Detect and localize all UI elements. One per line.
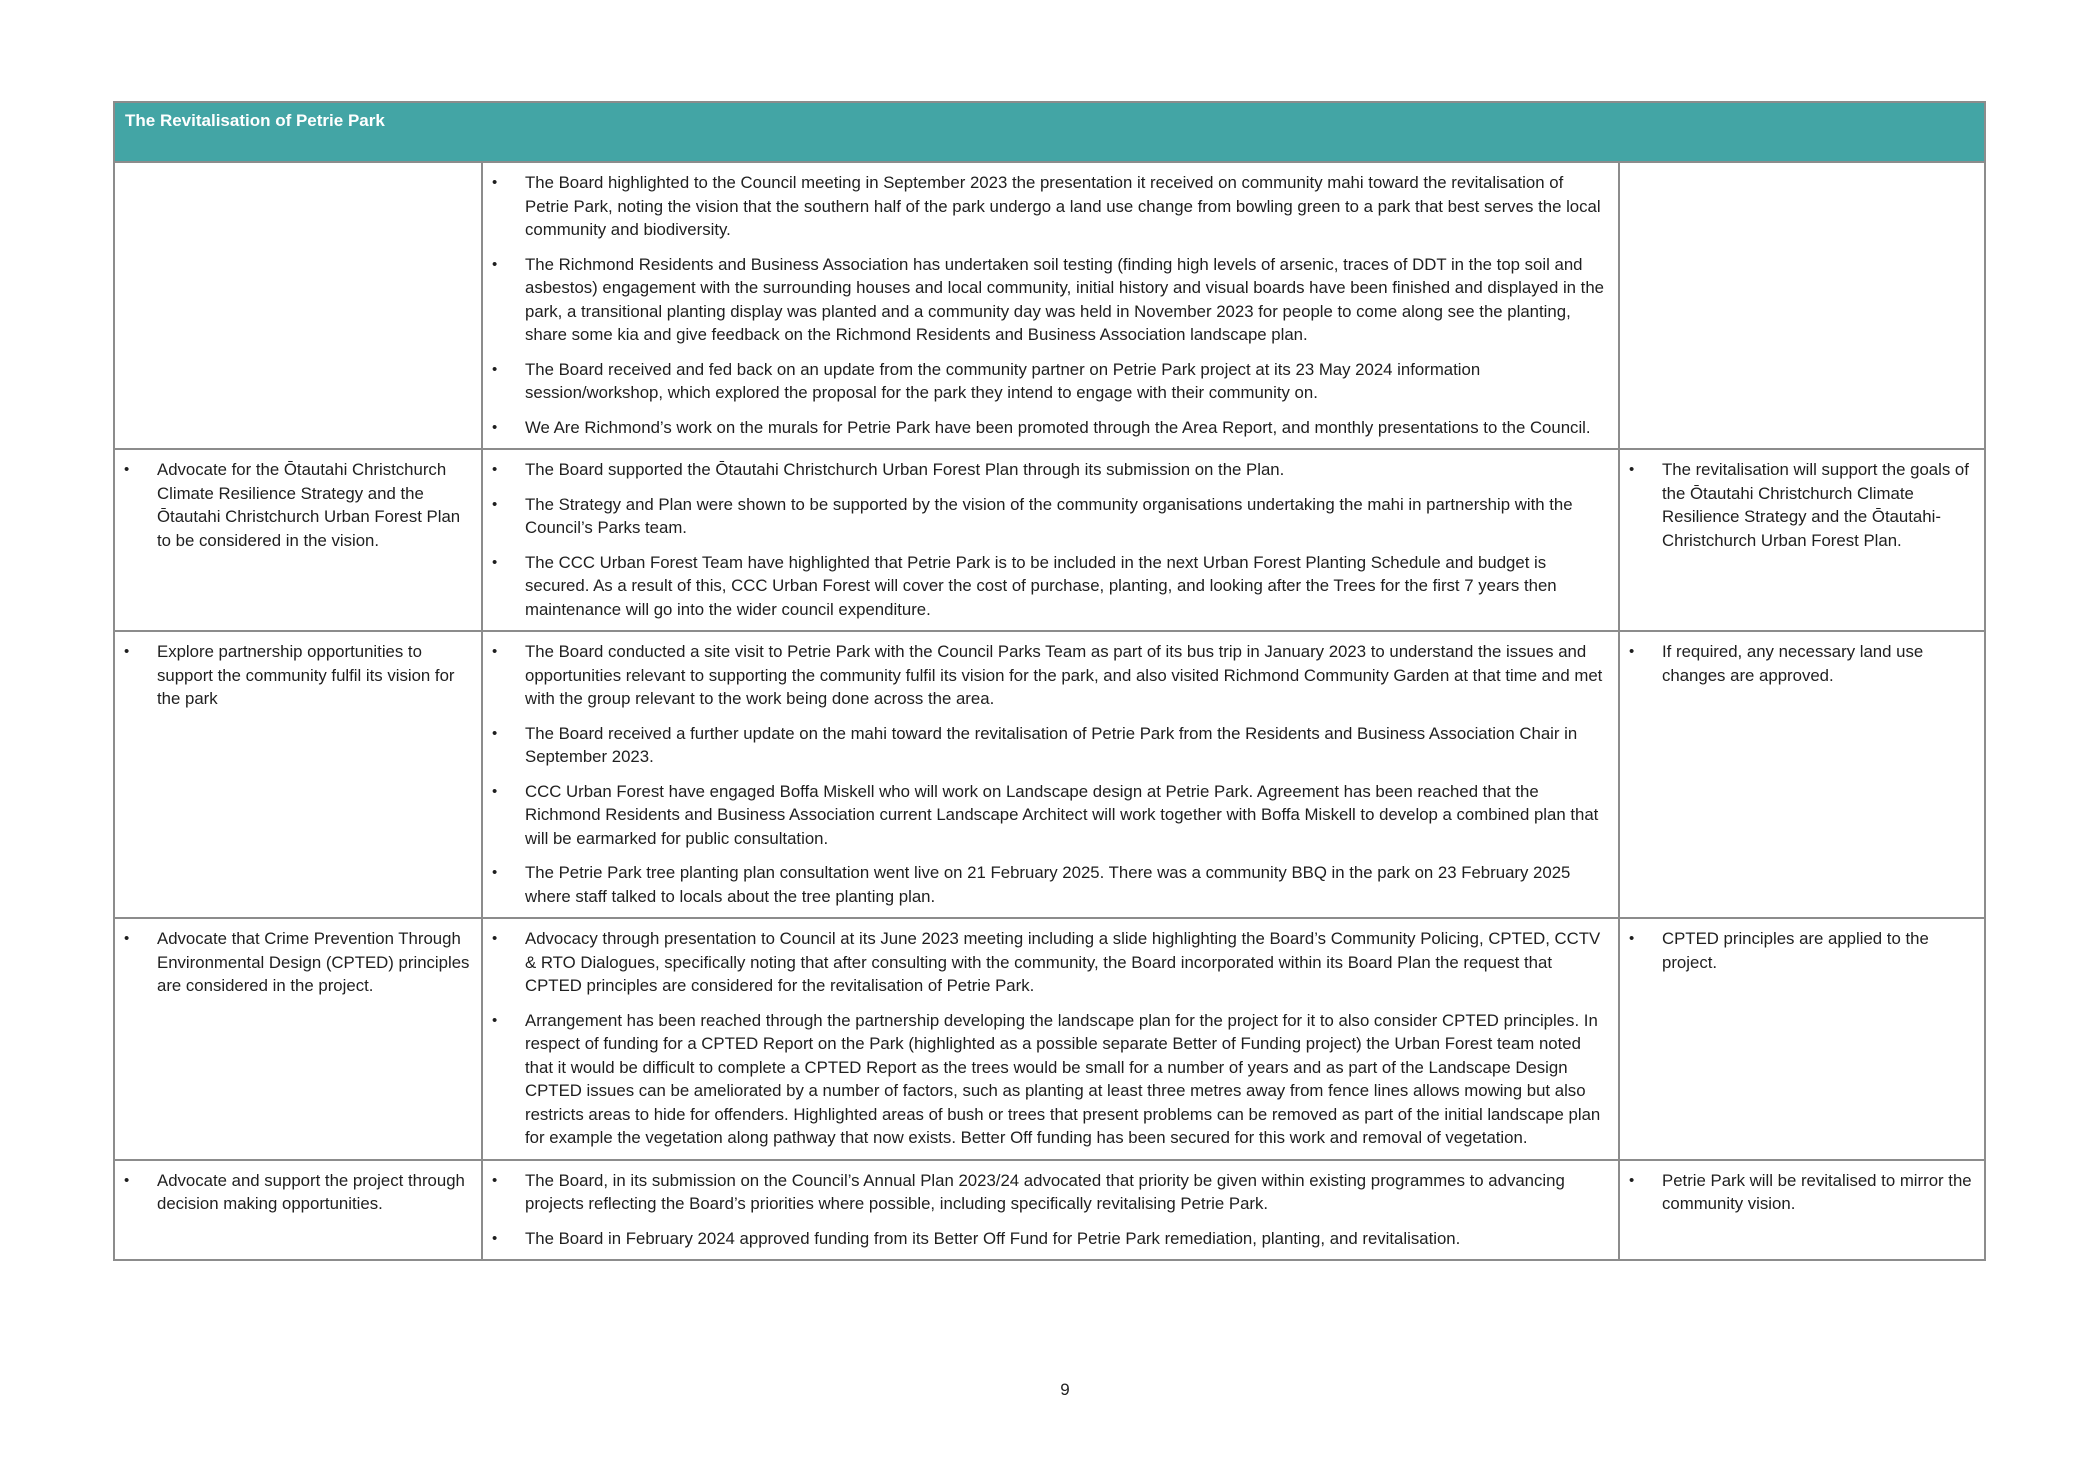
bullet-item: • Advocate for the Ōtautahi Christchurch Climate Resilience Strategy and the Ōtautahi Christchurch Urban Forest Plan to be considered in the vision. xyxy=(116,458,472,552)
table-cell-col3 xyxy=(1619,631,1985,918)
bullet-item: • The Richmond Residents and Business Association has undertaken soil testing (finding high levels of arsenic, traces of DDT in the top soil and asbestos) engagement with the surrounding houses and local community, initial history and visual boards have been finished and displayed in the park, a transitional planting display was planted and a community day was held in November 2023 for people to come along see the planting, share some kia and give feedback on the Richmond Residents and Business Association landscape plan. xyxy=(484,253,1609,347)
table-row xyxy=(114,1160,1985,1261)
bullet-list xyxy=(1621,1162,1983,1224)
table-cell-col2 xyxy=(482,631,1619,918)
petrie-park-table xyxy=(113,101,1986,1261)
bullet-list xyxy=(1621,633,1983,695)
bullet-list xyxy=(484,633,1617,916)
bullet-item: • The Board conducted a site visit to Petrie Park with the Council Parks Team as part of its bus trip in January 2023 to understand the issues and opportunities relevant to supporting the community fulfil its vision for the park, and also visited Richmond Community Garden at that time and met with the group relevant to the work being done across the area. xyxy=(484,640,1609,711)
table-cell-col3 xyxy=(1619,918,1985,1160)
bullet-item: • We Are Richmond’s work on the murals for Petrie Park have been promoted through the Area Report, and monthly presentations to the Council. xyxy=(484,416,1609,440)
table-cell-col1 xyxy=(114,449,482,631)
table-cell-col1 xyxy=(114,918,482,1160)
bullet-item: • The Board supported the Ōtautahi Christchurch Urban Forest Plan through its submission on the Plan. xyxy=(484,458,1609,482)
bullet-list xyxy=(116,451,480,560)
table-cell-col3 xyxy=(1619,1160,1985,1261)
bullet-item: • Explore partnership opportunities to support the community fulfil its vision for the park xyxy=(116,640,472,711)
bullet-item: • Advocacy through presentation to Council at its June 2023 meeting including a slide highlighting the Board’s Community Policing, CPTED, CCTV & RTO Dialogues, specifically noting that after consulting with the community, the Board incorporated within its Board Plan the request that CPTED principles are considered for the revitalisation of Petrie Park. xyxy=(484,927,1609,998)
table-row xyxy=(114,631,1985,918)
table-row xyxy=(114,449,1985,631)
table-cell-col3 xyxy=(1619,449,1985,631)
page-number: 9 xyxy=(1060,1380,1070,1399)
bullet-item: • Advocate and support the project through decision making opportunities. xyxy=(116,1169,472,1216)
table-cell-col1 xyxy=(114,1160,482,1261)
bullet-item: • Arrangement has been reached through the partnership developing the landscape plan for the project for it to also consider CPTED principles. In respect of funding for a CPTED Report on the Park (highlighted as a possible separate Better of Funding project) the Urban Forest team noted that it would be difficult to complete a CPTED Report as the trees would be small for a number of years and as part of the Landscape Design CPTED issues can be ameliorated by a number of factors, such as planting at least three metres away from fence lines allows mowing but also restricts areas to hide for offenders. Highlighted areas of bush or trees that present problems can be removed as part of the initial landscape plan for example the vegetation along pathway that now exists. Better Off funding has been secured for this work and removal of vegetation. xyxy=(484,1009,1609,1150)
bullet-list xyxy=(484,164,1617,447)
bullet-item: • Advocate that Crime Prevention Through Environmental Design (CPTED) principles are considered in the project. xyxy=(116,927,472,998)
table-cell-col2 xyxy=(482,918,1619,1160)
bullet-item: • CPTED principles are applied to the project. xyxy=(1621,927,1975,974)
bullet-item: • The Petrie Park tree planting plan consultation went live on 21 February 2025. There was a community BBQ in the park on 23 February 2025 where staff talked to locals about the tree planting plan. xyxy=(484,861,1609,908)
bullet-item: • If required, any necessary land use changes are approved. xyxy=(1621,640,1975,687)
bullet-list xyxy=(116,164,480,179)
bullet-item: • Petrie Park will be revitalised to mirror the community vision. xyxy=(1621,1169,1975,1216)
bullet-list xyxy=(484,451,1617,629)
bullet-list xyxy=(1621,164,1983,179)
bullet-item: • The revitalisation will support the goals of the Ōtautahi Christchurch Climate Resilience Strategy and the Ōtautahi-Christchurch Urban Forest Plan. xyxy=(1621,458,1975,552)
table-cell-col3 xyxy=(1619,162,1985,449)
table-cell-col2 xyxy=(482,162,1619,449)
bullet-item: • CCC Urban Forest have engaged Boffa Miskell who will work on Landscape design at Petrie Park. Agreement has been reached that the Richmond Residents and Business Association current Landscape Architect will work together with Boffa Miskell to develop a combined plan that will be earmarked for public consultation. xyxy=(484,780,1609,851)
table-cell-col1 xyxy=(114,162,482,449)
bullet-list xyxy=(116,920,480,1006)
bullet-item: • The Board highlighted to the Council meeting in September 2023 the presentation it received on community mahi toward the revitalisation of Petrie Park, noting the vision that the southern half of the park undergo a land use change from bowling green to a park that best serves the local community and biodiversity. xyxy=(484,171,1609,242)
table-cell-col1 xyxy=(114,631,482,918)
table-row xyxy=(114,918,1985,1160)
table-title: The Revitalisation of Petrie Park xyxy=(114,102,1985,162)
bullet-list xyxy=(1621,451,1983,560)
table-row xyxy=(114,162,1985,449)
bullet-item: • The Board received and fed back on an update from the community partner on Petrie Park project at its 23 May 2024 information session/workshop, which explored the proposal for the park they intend to engage with their community on. xyxy=(484,358,1609,405)
table-cell-col2 xyxy=(482,449,1619,631)
table-header-row xyxy=(114,102,1985,162)
bullet-list xyxy=(1621,920,1983,982)
bullet-item: • The Board in February 2024 approved funding from its Better Off Fund for Petrie Park remediation, planting, and revitalisation. xyxy=(484,1227,1609,1251)
bullet-list xyxy=(116,633,480,719)
table-cell-col2 xyxy=(482,1160,1619,1261)
bullet-list xyxy=(116,1162,480,1224)
bullet-item: • The CCC Urban Forest Team have highlighted that Petrie Park is to be included in the next Urban Forest Planting Schedule and budget is secured. As a result of this, CCC Urban Forest will cover the cost of purchase, planting, and looking after the Trees for the first 7 years then maintenance will go into the wider council expenditure. xyxy=(484,551,1609,622)
bullet-item: • The Board, in its submission on the Council’s Annual Plan 2023/24 advocated that priority be given within existing programmes to advancing projects reflecting the Board’s priorities where possible, including specifically revitalising Petrie Park. xyxy=(484,1169,1609,1216)
table-body xyxy=(114,162,1985,1260)
bullet-item: • The Strategy and Plan were shown to be supported by the vision of the community organisations undertaking the mahi in partnership with the Council’s Parks team. xyxy=(484,493,1609,540)
bullet-item: • The Board received a further update on the mahi toward the revitalisation of Petrie Park from the Residents and Business Association Chair in September 2023. xyxy=(484,722,1609,769)
bullet-list xyxy=(484,1162,1617,1259)
bullet-list xyxy=(484,920,1617,1158)
